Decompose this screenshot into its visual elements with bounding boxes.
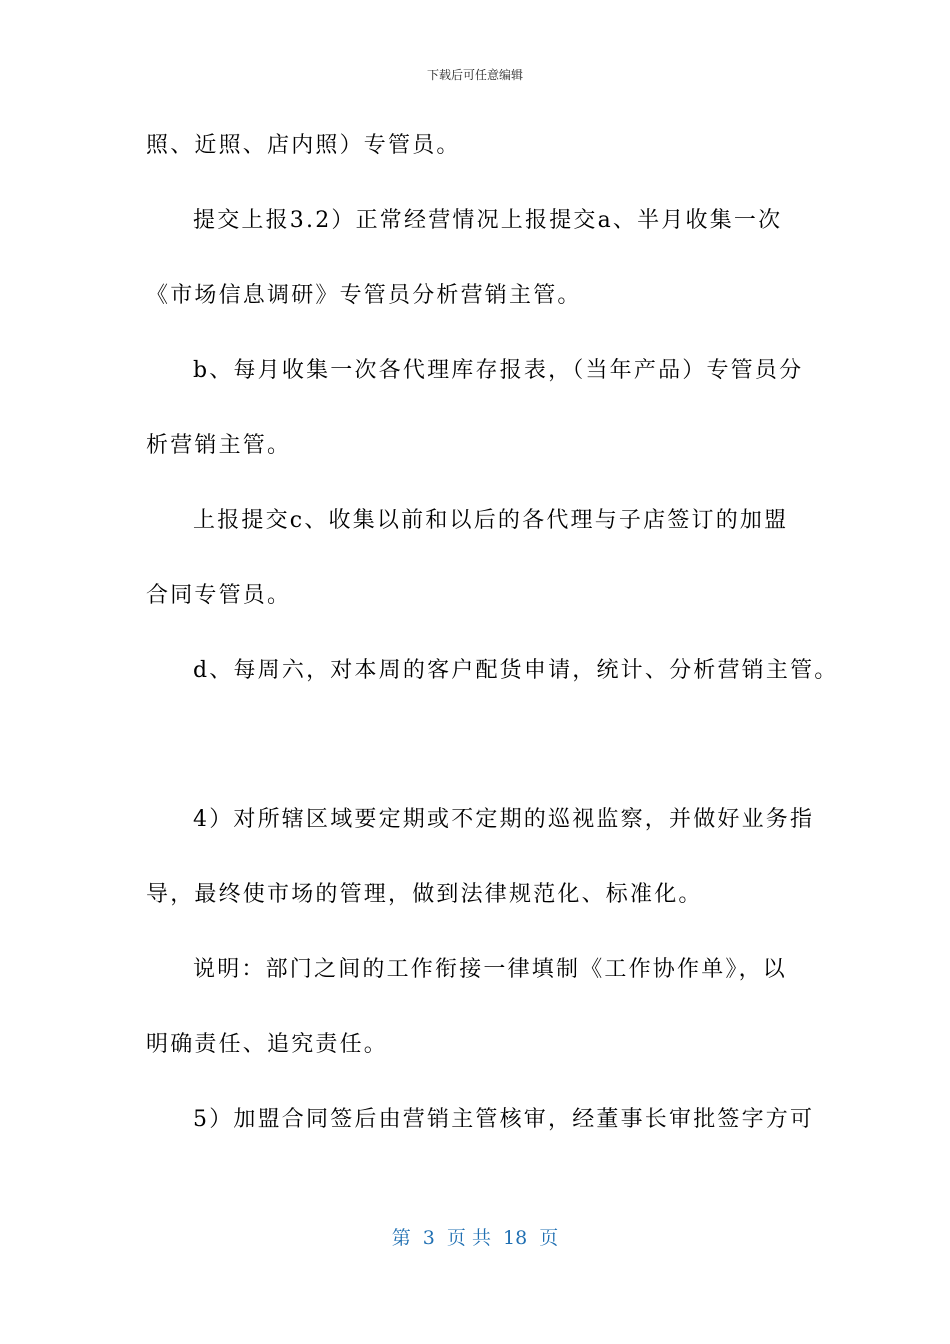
paragraph-line: 5）加盟合同签后由营销主管核审，经董事长审批签字方可 [193, 1107, 815, 1132]
paragraph-line: 导，最终使市场的管理，做到法律规范化、标准化。 [146, 882, 703, 907]
paragraph-line: d、每周六，对本周的客户配货申请，统计、分析营销主管。 [193, 658, 839, 683]
paragraph-line: 说明：部门之间的工作衔接一律填制《工作协作单》，以 [193, 957, 788, 982]
paragraph-line: 4）对所辖区域要定期或不定期的巡视监察，并做好业务指 [193, 807, 815, 832]
paragraph-line: 明确责任、追究责任。 [146, 1032, 389, 1057]
paragraph-line: 《市场信息调研》专管员分析营销主管。 [146, 283, 582, 308]
page-header: 下载后可任意编辑 [426, 68, 523, 82]
paragraph-line: 提交上报3.2）正常经营情况上报提交a、半月收集一次 [193, 208, 783, 233]
page-number-footer: 第 3 页 共 18 页 [391, 1227, 559, 1249]
paragraph-line: 照、近照、店内照）专管员。 [146, 133, 461, 158]
paragraph-line: b、每月收集一次各代理库存报表，（当年产品）专管员分 [193, 358, 804, 383]
paragraph-line: 合同专管员。 [146, 583, 292, 608]
paragraph-line: 析营销主管。 [146, 433, 292, 458]
paragraph-line: 上报提交c、收集以前和以后的各代理与子店签订的加盟 [193, 508, 789, 533]
